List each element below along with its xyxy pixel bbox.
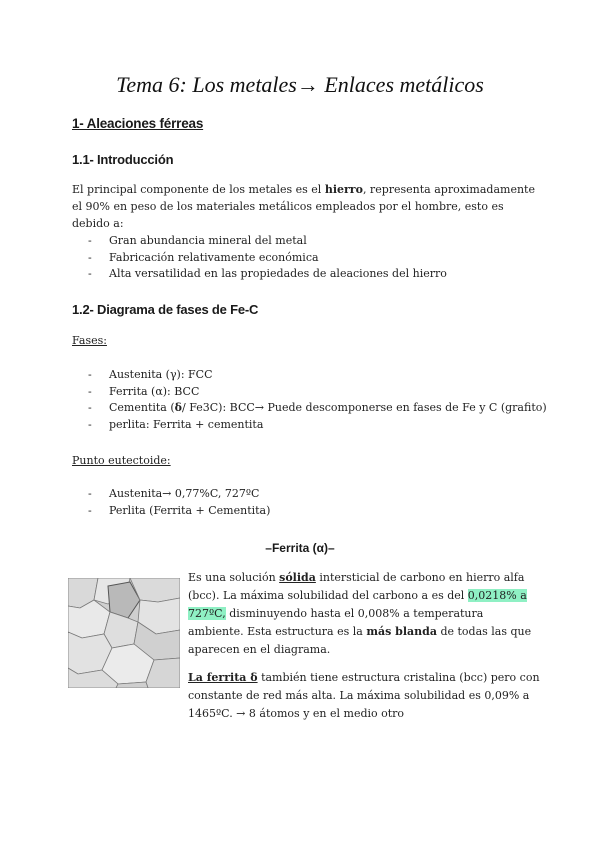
- list-item: - Ferrita (α): BCC: [88, 384, 200, 398]
- eutectoide-label: Punto eutectoide:: [72, 454, 171, 467]
- list-item: - Austenita (γ): FCC: [88, 368, 213, 381]
- list-item: - Alta versatilidad en las propiedades de aleaciones del hierro: [88, 267, 447, 280]
- ferrite-micrograph-image: [68, 578, 180, 688]
- fases-label: Fases:: [72, 334, 107, 347]
- intro-list: [88, 233, 447, 283]
- list-item: - Perlita (Ferrita + Cementita): [88, 503, 271, 517]
- section-heading-aleaciones: 1- Aleaciones férreas: [72, 116, 204, 131]
- fases-list: [88, 367, 547, 433]
- list-item: - Fabricación relativamente económica: [88, 250, 319, 264]
- eutectoide-list: [88, 486, 270, 519]
- intro-paragraph: El principal componente de los metales es el hierro, representa aproximadamente el 90% en peso de los materiales metálicos empleados por el hombre, esto es debido a:: [72, 183, 535, 230]
- list-item: - perlita: Ferrita + cementita: [88, 417, 264, 431]
- list-item: - Austenita→ 0,77%C, 727ºC: [88, 487, 260, 500]
- ferrita-paragraph-1: Es una solución sólida intersticial de carbono en hierro alfa (bcc). La máxima solubilidad del carbono a es del 0,0218% a 727ºC, disminuyendo hasta el 0,008% a temperatura ambiente. Esta estructura es la más blanda de todas las que aparecen en el diagrama.: [188, 571, 532, 656]
- list-item: - Gran abundancia mineral del metal: [88, 234, 307, 247]
- ferrita-paragraph-2: La ferrita δ también tiene estructura cristalina (bcc) pero con constante de red más alta. La máxima solubilidad es 0,09% a 1465ºC. → 8 átomos y en el medio otro: [188, 671, 540, 720]
- page-title: Tema 6: Los metales→ Enlaces metálicos: [116, 72, 484, 97]
- ferrita-heading: –Ferrita (α)–: [265, 541, 335, 555]
- subsection-heading-introduccion: 1.1- Introducción: [72, 152, 174, 167]
- subsection-heading-diagrama: 1.2- Diagrama de fases de Fe-C: [72, 302, 259, 317]
- list-item: - Cementita (δ/ Fe3C): BCC→ Puede descomponerse en fases de Fe y C (grafito): [88, 401, 547, 414]
